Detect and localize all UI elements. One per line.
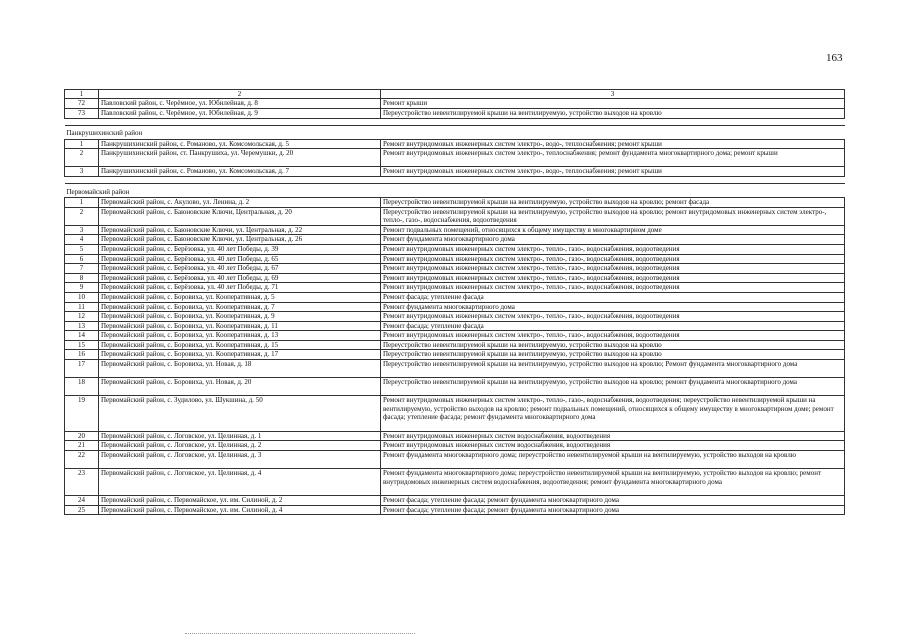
row-number: 25 [65, 505, 99, 515]
row-address: Первомайский район, с. Боровиха, ул. Кооперативная, д. 7 [99, 302, 381, 312]
row-number: 73 [65, 109, 99, 119]
table-row [65, 207, 845, 225]
row-address: Первомайский район, с. Боровиха, ул. Кооперативная, д. 11 [99, 321, 381, 331]
row-number: 12 [65, 312, 99, 322]
row-work-type: Ремонт внутридомовых инженерных систем водоснабжения, водоотведения [381, 431, 845, 441]
row-work-type: Переустройство невентилируемой крыши на вентилируемую, устройство выходов на кровлю [381, 350, 845, 360]
table-row [65, 360, 845, 378]
row-address: Первомайский район, с. Первомайское, ул. им. Силиной, д. 2 [99, 496, 381, 506]
table-row [65, 149, 845, 167]
table-row [65, 283, 845, 293]
row-work-type: Ремонт внутридомовых инженерных систем электро-, тепло-, газо-, водоснабжения, водоотведения [381, 264, 845, 274]
row-work-type: Ремонт фундамента многоквартирного дома; переустройство невентилируемой крыши на вентилируемую, устройство выходов на кровлю; ремонт внутридомовых инженерных систем водоснабжения, водоотведения; ремонт фундамента многоквартирного дома [381, 469, 845, 496]
row-number: 4 [65, 235, 99, 245]
row-work-type: Переустройство невентилируемой крыши на вентилируемую, устройство выходов на кровлю [381, 109, 845, 119]
row-address: Первомайский район, с. Логовское, ул. Целинная, д. 4 [99, 469, 381, 496]
row-work-type: Ремонт внутридомовых инженерных систем электро-, тепло-, газо-, водоснабжения, водоотведения [381, 244, 845, 254]
row-number: 9 [65, 283, 99, 293]
section-spacer [65, 118, 845, 125]
row-work-type: Переустройство невентилируемой крыши на вентилируемую, устройство выходов на кровлю; ремонт внутридомовых инженерных систем электро-, тепло-, газо-, водоснабжения, водоотведения [381, 207, 845, 225]
row-work-type: Переустройство невентилируемой крыши на вентилируемую, устройство выходов на кровлю; ремонт фундамента многоквартирного дома [381, 378, 845, 396]
table-row [65, 292, 845, 302]
section-title: Первомайский район [65, 183, 845, 197]
section-spacer [65, 176, 845, 183]
row-number: 21 [65, 441, 99, 451]
table-header-row [65, 90, 845, 99]
table-row [65, 225, 845, 235]
table-row [65, 321, 845, 331]
footer-mark [185, 633, 415, 640]
row-number: 3 [65, 167, 99, 177]
row-address: Первомайский район, с. Логовское, ул. Целинная, д. 2 [99, 441, 381, 451]
table-row [65, 378, 845, 396]
row-work-type: Ремонт внутридомовых инженерных систем электро-, тепло-, газо-, водоснабжения, водоотведения [381, 312, 845, 322]
row-address: Первомайский район, с. Баюновские Ключи, ул. Центральная, д. 26 [99, 235, 381, 245]
row-work-type: Ремонт внутридомовых инженерных систем электро-, тепло-, газо-, водоснабжения, водоотведения [381, 283, 845, 293]
row-number: 20 [65, 431, 99, 441]
header-col-address: 2 [99, 90, 381, 99]
table-row [65, 197, 845, 207]
row-address: Первомайский район, с. Боровиха, ул. Новая, д. 18 [99, 360, 381, 378]
row-number: 8 [65, 273, 99, 283]
row-work-type: Ремонт фасада; утепление фасада [381, 292, 845, 302]
row-number: 72 [65, 99, 99, 109]
row-work-type: Ремонт внутридомовых инженерных систем электро-, теплоснабжения; ремонт фундамента многоквартирного дома; ремонт крыши [381, 149, 845, 167]
table-row [65, 109, 845, 119]
table-row [65, 441, 845, 451]
row-number: 3 [65, 225, 99, 235]
table-row [65, 396, 845, 431]
section-title: Панкрушихинский район [65, 125, 845, 139]
row-work-type: Переустройство невентилируемой крыши на вентилируемую, устройство выходов на кровлю [381, 340, 845, 350]
row-work-type: Ремонт фасада; утепление фасада [381, 321, 845, 331]
row-work-type: Ремонт крыши [381, 99, 845, 109]
row-address: Первомайский район, с. Боровиха, ул. Кооперативная, д. 5 [99, 292, 381, 302]
row-number: 17 [65, 360, 99, 378]
table-row [65, 244, 845, 254]
row-address: Первомайский район, с. Берёзовка, ул. 40 лет Победы, д. 65 [99, 254, 381, 264]
table-row [65, 254, 845, 264]
table-row [65, 273, 845, 283]
row-address: Первомайский район, с. Боровиха, ул. Кооперативная, д. 15 [99, 340, 381, 350]
table-row [65, 505, 845, 515]
row-number: 19 [65, 396, 99, 431]
row-number: 16 [65, 350, 99, 360]
row-number: 23 [65, 469, 99, 496]
row-address: Первомайский район, с. Берёзовка, ул. 40 лет Победы, д. 39 [99, 244, 381, 254]
row-address: Первомайский район, с. Зудилово, ул. Шукшина, д. 50 [99, 396, 381, 431]
row-address: Первомайский район, с. Баюновские Ключи, Центральная, д. 20 [99, 207, 381, 225]
row-number: 2 [65, 207, 99, 225]
row-address: Первомайский район, с. Боровиха, ул. Кооперативная, д. 17 [99, 350, 381, 360]
table-row [65, 312, 845, 322]
row-address: Первомайский район, с. Берёзовка, ул. 40 лет Победы, д. 69 [99, 273, 381, 283]
table-row [65, 139, 845, 149]
table-row [65, 350, 845, 360]
row-work-type: Ремонт внутридомовых инженерных систем электро-, тепло-, газо-, водоснабжения, водоотведения [381, 331, 845, 341]
row-work-type: Переустройство невентилируемой крыши на вентилируемую, устройство выходов на кровлю; ремонт фасада [381, 197, 845, 207]
row-number: 22 [65, 451, 99, 469]
row-number: 7 [65, 264, 99, 274]
row-address: Первомайский район, с. Боровиха, ул. Новая, д. 20 [99, 378, 381, 396]
row-work-type: Ремонт фундамента многоквартирного дома [381, 302, 845, 312]
row-work-type: Ремонт внутридомовых инженерных систем электро-, тепло-, газо-, водоснабжения, водоотведения [381, 254, 845, 264]
row-address: Первомайский район, с. Первомайское, ул. им. Силиной, д. 4 [99, 505, 381, 515]
row-work-type: Ремонт внутридомовых инженерных систем водоснабжения, водоотведения [381, 441, 845, 451]
row-number: 6 [65, 254, 99, 264]
table-row [65, 302, 845, 312]
row-work-type: Ремонт фундамента многоквартирного дома; переустройство невентилируемой крыши на вентилируемую, устройство выходов на кровлю [381, 451, 845, 469]
row-address: Панкрушихинский район, с. Романово, ул. Комсомольская, д. 5 [99, 139, 381, 149]
row-work-type: Ремонт подвальных помещений, относящихся к общему имуществу в многоквартирном доме [381, 225, 845, 235]
table-row [65, 340, 845, 350]
table-row [65, 264, 845, 274]
row-work-type: Ремонт внутридомовых инженерных систем электро-, водо-, теплоснабжения; ремонт крыши [381, 139, 845, 149]
row-address: Первомайский район, с. Акулово, ул. Ленина, д. 2 [99, 197, 381, 207]
row-work-type: Переустройство невентилируемой крыши на вентилируемую, устройство выходов на кровлю; Ремонт фундамента многоквартирного дома [381, 360, 845, 378]
row-address: Первомайский район, с. Боровиха, ул. Кооперативная, д. 9 [99, 312, 381, 322]
table-row [65, 99, 845, 109]
row-number: 18 [65, 378, 99, 396]
section-title-row [65, 183, 845, 197]
table-row [65, 469, 845, 496]
row-address: Панкрушихинский район, ст. Панкрушиха, ул. Черемушки, д. 20 [99, 149, 381, 167]
row-address: Первомайский район, с. Боровиха, ул. Кооперативная, д. 13 [99, 331, 381, 341]
header-col-work: 3 [381, 90, 845, 99]
row-number: 11 [65, 302, 99, 312]
row-address: Павловский район, с. Черёмное, ул. Юбилейная, д. 9 [99, 109, 381, 119]
table-row [65, 496, 845, 506]
header-col-number: 1 [65, 90, 99, 99]
section-title-row [65, 125, 845, 139]
row-address: Первомайский район, с. Логовское, ул. Целинная, д. 1 [99, 431, 381, 441]
row-number: 5 [65, 244, 99, 254]
table-row [65, 235, 845, 245]
row-work-type: Ремонт фасада; утепление фасада; ремонт фундамента многоквартирного дома [381, 505, 845, 515]
repair-table [64, 89, 845, 515]
row-address: Панкрушихинский район, с. Романово, ул. Комсомольская, д. 7 [99, 167, 381, 177]
page-number: 163 [826, 52, 843, 64]
row-address: Павловский район, с. Черёмное, ул. Юбилейная, д. 8 [99, 99, 381, 109]
row-number: 14 [65, 331, 99, 341]
row-number: 15 [65, 340, 99, 350]
row-work-type: Ремонт внутридомовых инженерных систем электро-, водо-, теплоснабжения; ремонт крыши [381, 167, 845, 177]
row-address: Первомайский район, с. Берёзовка, ул. 40 лет Победы, д. 71 [99, 283, 381, 293]
table-row [65, 431, 845, 441]
row-number: 13 [65, 321, 99, 331]
row-address: Первомайский район, с. Логовское, ул. Целинная, д. 3 [99, 451, 381, 469]
row-number: 2 [65, 149, 99, 167]
row-work-type: Ремонт фундамента многоквартирного дома [381, 235, 845, 245]
row-address: Первомайский район, с. Берёзовка, ул. 40 лет Победы, д. 67 [99, 264, 381, 274]
table-row [65, 167, 845, 177]
row-number: 10 [65, 292, 99, 302]
row-number: 1 [65, 139, 99, 149]
row-number: 24 [65, 496, 99, 506]
row-work-type: Ремонт внутридомовых инженерных систем электро-, тепло-, газо-, водоснабжения, водоотведения; переустройство невентилируемой крыши на вентилируемую, устройство выходов на кровлю; ремонт подвальных помещений, относящихся к общему имуществу в многоквартирном доме; ремонт фасада; утепление фасада; ремонт фундамента многоквартирного дома [381, 396, 845, 431]
row-work-type: Ремонт фасада; утепление фасада; ремонт фундамента многоквартирного дома [381, 496, 845, 506]
table-row [65, 331, 845, 341]
row-address: Первомайский район, с. Баюновские Ключи, ул. Центральная, д. 22 [99, 225, 381, 235]
row-number: 1 [65, 197, 99, 207]
row-work-type: Ремонт внутридомовых инженерных систем электро-, тепло-, газо-, водоснабжения, водоотведения [381, 273, 845, 283]
table-row [65, 451, 845, 469]
